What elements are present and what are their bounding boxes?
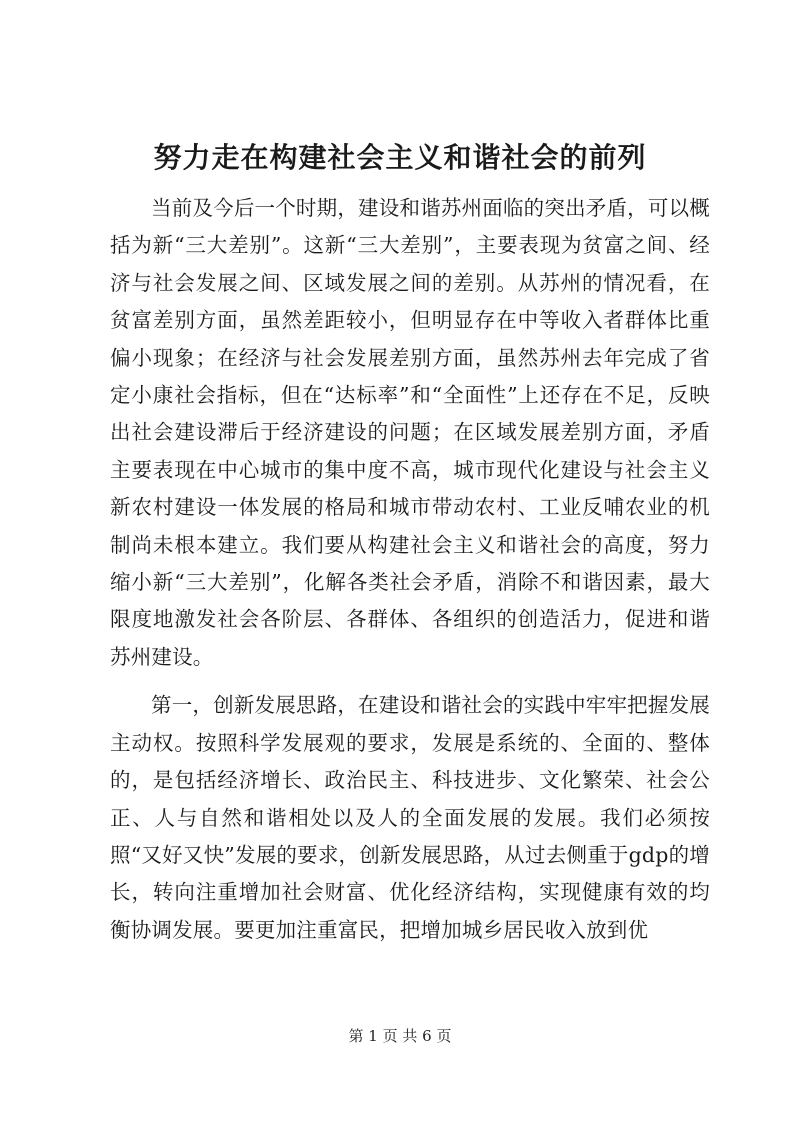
paragraph-2: 第一，创新发展思路，在建设和谐社会的实践中牢牢把握发展主动权。按照科学发展观的要求，发展是系统的、全面的、整体的，是包括经济增长、政治民主、科技进步、文化繁荣、社会公正、人与自然和谐相处以及人的全面发展的发展。我们必须按照“又好又快”发展的要求，创新发展思路，从过去侧重于gdp的增长，转向注重增加社会财富、优化经济结构，实现健康有效的均衡协调发展。要更加注重富民，把增加城乡居民收入放到优 [110, 693, 710, 942]
page-footer: 第 1 页 共 6 页 [348, 1027, 452, 1045]
paragraph-1: 当前及今后一个时期，建设和谐苏州面临的突出矛盾，可以概括为新“三大差别”。这新“三大差别”，主要表现为贫富之间、经济与社会发展之间、区域发展之间的差别。从苏州的情况看，在贫富差别方面，虽然差距较小，但明显存在中等收入者群体比重偏小现象；在经济与社会发展差别方面，虽然苏州去年完成了省定小康社会指标，但在“达标率”和“全面性”上还存在不足，反映出社会建设滞后于经济建设的问题；在区域发展差别方面，矛盾主要表现在中心城市的集中度不高，城市现代化建设与社会主义新农村建设一体发展的格局和城市带动农村、工业反哺农业的机制尚未根本建立。我们要从构建社会主义和谐社会的高度，努力缩小新“三大差别”，化解各类社会矛盾，消除不和谐因素，最大限度地激发社会各阶层、各群体、各组织的创造活力，促进和谐苏州建设。 [110, 196, 710, 669]
document-body [110, 190, 710, 949]
document-title: 努力走在构建社会主义和谐社会的前列 [153, 141, 647, 174]
